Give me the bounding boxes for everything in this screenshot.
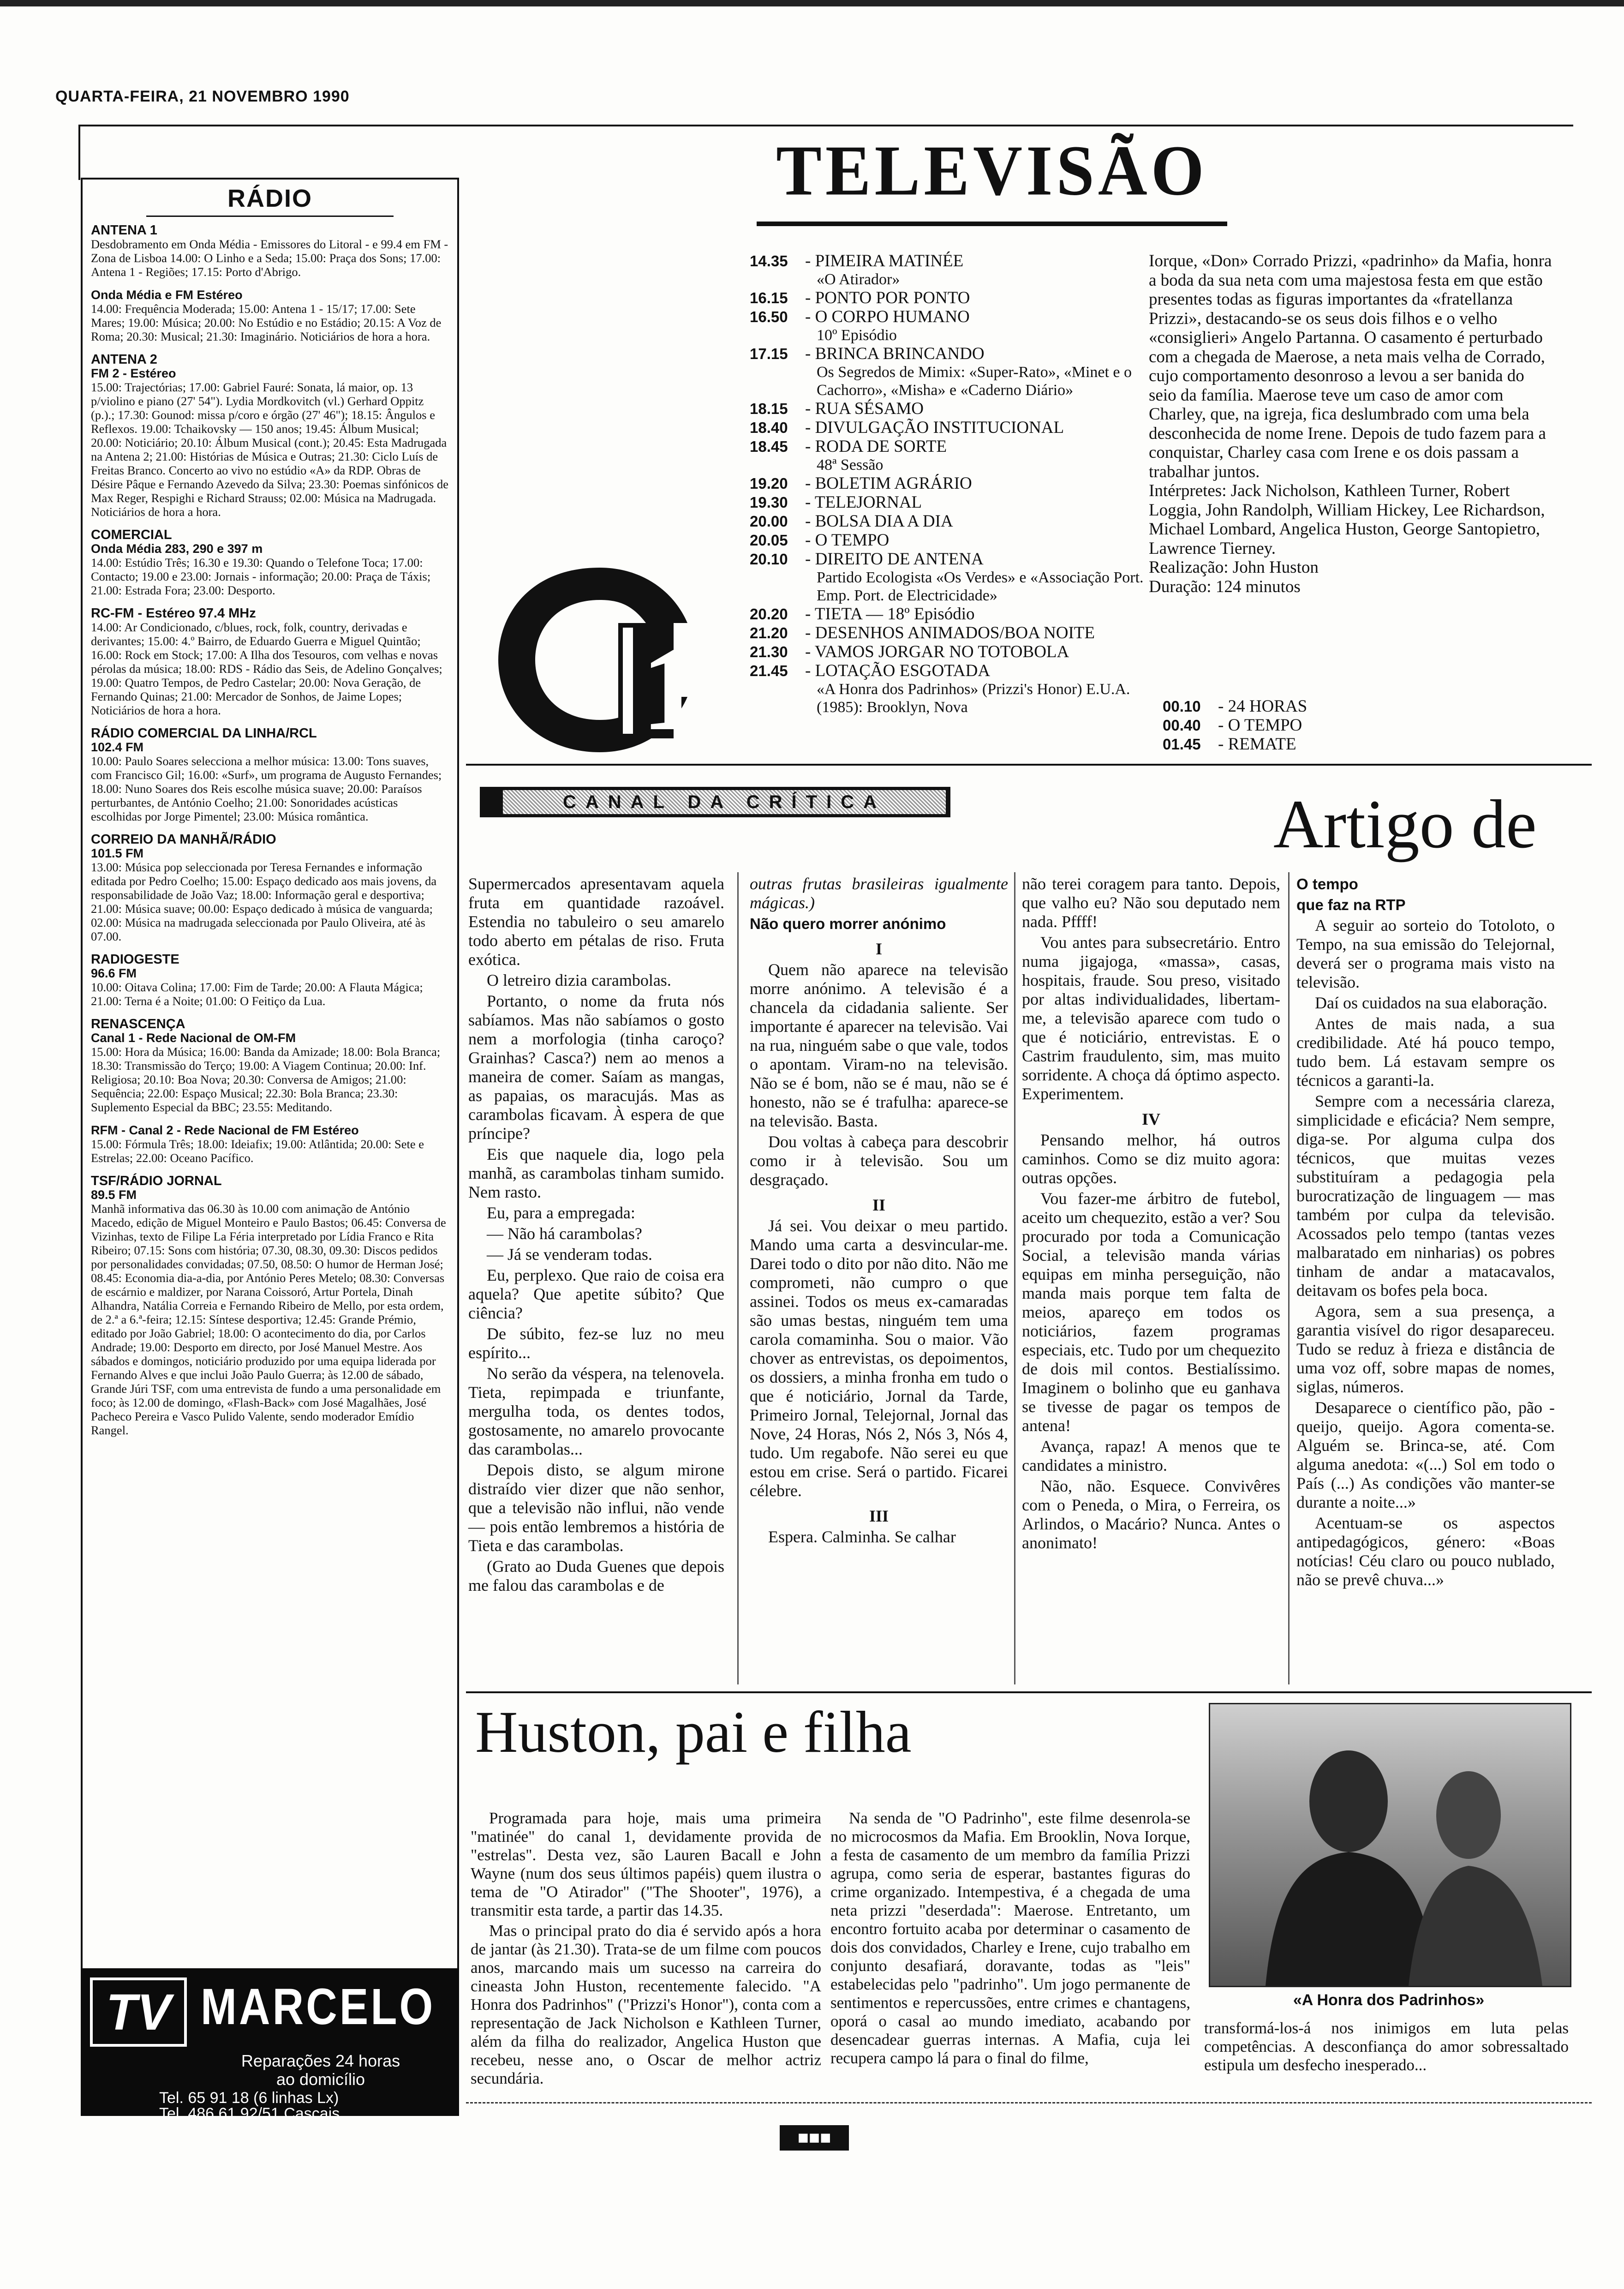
programme-item	[750, 437, 1146, 456]
station-schedule: 14.00: Ar Condicionado, c/blues, rock, folk, country, derivadas e derivantes; 15.00: 4.º Bairro, de Eduardo Guerra e Miguel Quintão; 16.00: Rock em Stock; 17.00: A Ilha dos Tesouros, com velhas e novas pérolas da música; 18.00: RDS - Rádio das Seis, de Adelino Gonçalves; 19.00: Quatro Tempos, de Pedro Castelar; 20.00: Nova Geração, de Fernando Quinas; 21.00: Mercador de Sonhos, de Jaime Lopes; Noticiários de hora a hora.	[91, 620, 442, 717]
programme-item	[750, 399, 1146, 418]
station-name: RADIOGESTE	[91, 952, 179, 967]
programme-time: 18.15	[750, 400, 788, 417]
programme-time: 00.10	[1163, 698, 1201, 715]
ad-phone: Tel. 486 61 92/51 Cascais	[159, 2105, 340, 2122]
station-schedule: Manhã informativa das 06.30 às 10.00 com animação de António Macedo, edição de Miguel Monteiro e Paulo Bastos; 06.45: Conversa de Vizinhas, texto de Filipe La Féria interpretado por Lídia Franco e Rita Ribeiro; 07.15: Sons com história; 07.30, 08.30, 09.30: Discos pedidos por personalidades convidadas; 07.50, 08.50: O humor de Herman José; 08.45: Economia dia-a-dia, por António Peres Metelo; 08.30: Conversas de escárnio e maldizer, por Narana Coissoró, Artur Portela, Dinah Alhandra, Natália Correia e Fernando Ribeiro de Mello, por esta ordem, de 2.ª a 6.ª-feira; 12.15: Síntese desportiva; 12.45: Grande Prémio, editado por João Gabriel; 18.00: O acontecimento do dia, por Carlos Andrade; 19.00: Desporto em directo, por José Manuel Mestre. Aos sábados e domingos, noticiário produzido por uma equipa liderada por Fernando Alves e que inclui João Paulo Guerra; às 12.00 de sábado, Grande Júri TSF, com uma entrevista de fundo a uma personalidade em foco; às 12.00 de domingo, «Flash-Back» com José Magalhães, José Pacheco Pereira e Vasco Pulido Valente, sendo moderador Emídio Rangel.	[91, 1202, 446, 1437]
station-schedule: 13.00: Música pop seleccionada por Teresa Fernandes e informação editada por Pedro Coelho; 15.00: Espaço dedicado aos mais jovens, da responsabilidade de João Vaz; 18.00: Informação geral e desportiva; 21.00: Música suave; 00.00: Espaço dedicado à música de vanguarda; 02.00: Música na madrugada seleccionada por Paulo Oliveira, até às 07.00.	[91, 860, 437, 943]
paragraph: Antes de mais nada, a sua credibilidade. Até há pouco tempo, tudo bem. Lá estavam sempre os técnicos a garanti-la.	[1296, 1014, 1555, 1090]
radio-station	[91, 288, 449, 343]
paragraph: Vou antes para subsecretário. Entro numa jigajoga, «massa», casas, hospitais, fraude. Sou preso, visitado por altas individualidades, libertam-me, a televisão aparece com tudo o que é noticiário, entrevistas. E o Castrim fraudulento, sim, mas muito sorridente. A choça dá óptimo aspecto. Experimentem.	[1022, 933, 1280, 1103]
ad-brand: MARCELO	[201, 1978, 436, 2035]
programme-item	[750, 550, 1146, 569]
paragraph: transformá-los-á nos inimigos em luta pelas competências. A desconfiança do amor sobressaltado estipula um desfecho inesperado...	[1204, 2019, 1569, 2074]
paragraph: Mas o principal prato do dia é servido após a hora de jantar (às 21.30). Trata-se de um filme com poucos anos, marcando mais um sucesso na carreira do cineasta John Huston, recentemente falecido. "A Honra dos Padrinhos" ("Prizzi's Honor"), conta com a representação de Jack Nicholson e Kathleen Turner, além da filha do realizador, Angelica Huston que recebeu, nesse ano, o Oscar de melhor actriz secundária.	[471, 1922, 821, 2087]
programme-item	[750, 642, 1146, 661]
programme-item	[750, 512, 1146, 531]
paragraph: Daí os cuidados na sua elaboração.	[1315, 994, 1547, 1012]
radio-title: RÁDIO	[146, 184, 394, 217]
paragraph: Acentuam-se os aspectos antipedagógicos, género: «Boas notícias! Céu claro ou pouco nublado, não se prevê chuva...»	[1296, 1514, 1555, 1589]
programme-name: - O TEMPO	[1218, 716, 1302, 735]
paragraph: Agora, sem a sua presença, a garantia visível do rigor desapareceu. Tudo se reduz à frieza e distância de uma voz off, sobre mapas de nomes, siglas, números.	[1296, 1302, 1555, 1396]
section-numeral: I	[875, 940, 882, 958]
programme-time: 16.50	[750, 308, 788, 325]
station-name: RÁDIO COMERCIAL DA LINHA/RCL	[91, 726, 317, 741]
paragraph: não terei coragem para tanto. Depois, que valho eu? Não sou deputado nem nada. Pffff!	[1022, 875, 1280, 931]
programme-name: - VAMOS JORGAR NO TOTOBOLA	[805, 642, 1069, 661]
programme-item	[1163, 735, 1486, 754]
programme-detail: 10º Episódio	[817, 327, 897, 344]
critica-band-text: CANAL DA CRÍTICA	[563, 791, 886, 812]
paragraph: A seguir ao sorteio do Totoloto, o Tempo, na sua emissão do Telejornal, deverá ser o programa mais visto na televisão.	[1296, 916, 1555, 991]
huston-column-3	[1204, 2019, 1569, 2076]
tv-programme-list	[750, 252, 1146, 716]
paragraph: Supermercados apresentavam aquela fruta em quantidade razoável. Estendia no tabuleiro o seu amarelo todo aberto em pétalas de riso. Fruta exótica.	[468, 875, 724, 969]
canal1-logo	[489, 558, 710, 761]
section-rule	[466, 1691, 1592, 1693]
programme-name: - BOLETIM AGRÁRIO	[805, 474, 972, 493]
tv-late-list	[1163, 697, 1486, 754]
subheading: Não quero morrer anónimo	[750, 915, 946, 932]
programme-item	[750, 418, 1146, 437]
station-schedule: 15.00: Hora da Música; 16.00: Banda da Amizade; 18.00: Bola Branca; 18.30: Transmissão do Terço; 19.00: A Viagem Continua; 20.00: Inf. Religiosa; 20.10: Boa Nova; 20.30: Conversa de Amigos; 21.00: Sequência; 22.00: Espaço Musical; 22.30: Bola Branca; 23.30: Suplemento Especial da BBC; 23.55: Meditando.	[91, 1045, 441, 1114]
programme-name: - RUA SÉSAMO	[805, 399, 924, 418]
paragraph: Sempre com a necessária clareza, simplicidade e eficácia? Nem sempre, diga-se. Por alguma culpa dos técnicos, que muitas vezes substituíram a pedagogia pela burocratização de linguagem — mas também por culpa da televisão. Acossados pelo tempo (tantas vezes malbaratado em ninharias) os pobres tinham de andar a matacavalos, deitavam os bofes pela boca.	[1296, 1092, 1555, 1300]
programme-time: 01.45	[1163, 736, 1201, 753]
paragraph: Depois disto, se algum mirone distraído vier dizer que não senhor, que a televisão não influi, não vende — pois então lembremos a história de Tieta e das carambolas.	[468, 1461, 724, 1555]
programme-time: 17.15	[750, 345, 788, 362]
programme-name: - DIREITO DE ANTENA	[805, 550, 984, 569]
ad-line: Reparações 24 horas	[241, 2051, 400, 2070]
programme-time: 00.40	[1163, 717, 1201, 734]
tv-marcelo-advert	[81, 1968, 459, 2122]
critica-column-3	[1022, 875, 1280, 1554]
programme-name: - TIETA — 18º Episódio	[805, 605, 975, 623]
station-name: CORREIO DA MANHÃ/RÁDIO	[91, 832, 276, 847]
section-numeral: II	[872, 1196, 886, 1214]
paragraph: Pensando melhor, há outros caminhos. Como se diz muito agora: outras opções.	[1022, 1131, 1280, 1187]
station-schedule: Desdobramento em Onda Média - Emissores do Litoral - e 99.4 em FM - Zona de Lisboa 14.00: O Linho e a Seda; 15.00: Praça dos Sons; 17.00: Antena 1 - Regiões; 17.15: Porto d'Abrigo.	[91, 237, 448, 279]
programme-name: - DESENHOS ANIMADOS/BOA NOITE	[805, 623, 1095, 642]
radio-station	[91, 1174, 449, 1437]
programme-detail: 48ª Sessão	[817, 456, 884, 473]
paragraph: — Já se venderam todas.	[487, 1245, 652, 1264]
programme-detail: «A Honra dos Padrinhos» (Prizzi's Honor) E.U.A. (1985): Brooklyn, Nova	[817, 681, 1130, 716]
programme-time: 16.15	[750, 289, 788, 306]
paragraph: Eu, perplexo. Que raio de coisa era aquela? Que apetite súbito? Que ciência?	[468, 1266, 724, 1322]
programme-time: 18.40	[750, 419, 788, 436]
column-continuation: outras frutas brasileiras igualmente mágicas.)	[750, 875, 1008, 912]
programme-time: 19.20	[750, 475, 788, 492]
paragraph: Já sei. Vou deixar o meu partido. Mando uma carta a desvincular-me. Darei todo o dito por não dito. Não me comprometi, não cumpro o que assinei. Todos os meus ex-camaradas são umas bestas, ninguém tem uma carola comaminha. Sou o maior. Vão chover as entrevistas, os depoimentos, os dossiers, a minha fronha em tudo o que é noticiário, Jornal da Tarde, Primeiro Jornal, Telejornal, Jornal das Nove, 24 Horas, Nós 2, Nós 3, Nós 4, tudo. Um regabofe. Não serei eu que estou em crise. Será o partido. Ficarei célebre.	[750, 1216, 1008, 1500]
subheading: que faz na RTP	[1296, 896, 1406, 913]
paragraph: Eis que naquele dia, logo pela manhã, as carambolas tinham sumido. Nem rasto.	[468, 1145, 724, 1201]
subheading: O tempo	[1296, 875, 1358, 893]
programme-time: 20.10	[750, 551, 788, 568]
programme-name: - RODA DE SORTE	[805, 437, 947, 456]
programme-time: 20.20	[750, 605, 788, 623]
station-frequency: 89.5 FM	[91, 1188, 137, 1202]
programme-time: 18.45	[750, 438, 788, 455]
station-frequency: 96.6 FM	[91, 966, 137, 980]
radio-station	[91, 953, 449, 1008]
station-frequency: RFM - Canal 2 - Rede Nacional de FM Estéreo	[91, 1123, 359, 1137]
programme-time: 20.05	[750, 532, 788, 549]
film-synopsis: Iorque, «Don» Corrado Prizzi, «padrinho» da Mafia, honra a boda da sua neta com uma majestosa festa em que estão presentes todas as figuras importantes da «fratellanza Prizzi», destacando-se os seus dois filhos e o velho «consiglieri» Angelo Partanna. O casamento é perturbado com a chegada de Maerose, a neta mais velha de Corrado, cujo comportamento desonroso a levou a ser banida do seio da família. Maerose teve um caso de amor com Charley, que, na igreja, fica deslumbrado com uma bela desconhecida de nome Irene. Depois de tudo fazem para a conquistar, Charley casa com Irene e os dois passam a trabalhar juntos.	[1149, 252, 1552, 481]
station-name: ANTENA 1	[91, 223, 157, 238]
station-schedule: 14.00: Estúdio Três; 16.30 e 19.30: Quando o Telefone Toca; 17.00: Contacto; 19.00 e 23.00: Jornais - informação; 20.00: Praça de Táxis; 21.00: Estrada Fora; 23.00: Desporto.	[91, 556, 431, 597]
station-schedule: 15.00: Trajectórias; 17.00: Gabriel Fauré: Sonata, lá maior, op. 13 p/violino e piano (27' 54"). Lydia Mordkovitch (vl.) Gerhard Oppitz (p.).; 17.30: Gounod: missa p/coro e órgão (27' 46"); 18.15: Ângulos e Reflexos. 19.00: Tchaikovsky — 150 anos; 19.45: Álbum Musical; 20.00: Noticiário; 20.10: Álbum Musical (cont.); 20.45: Esta Madrugada na Antena 2; 21.00: Histórias de Música e Outras; 21.30: Ciclo Luís de Freitas Branco. Concerto ao vivo no estúdio «A» da RDP. Obras de Désire Pâque e Fernando Azevedo da Silva; 23.30: Poemas sinfónicos de Max Reger, Respighi e Richard Strauss; 02.00: Música na Madrugada. Noticiários de hora a hora.	[91, 380, 448, 519]
paragraph: Vou fazer-me árbitro de futebol, aceito um chequezito, estão a ver? Sou procurado por toda a Comunicação Social, a televisão manda várias equipas em minha perseguição, não manda mais porque tem falta de meios, apareço em todos os noticiários, fazem programas especiais, etc. Tudo por um chequezito de dois mil contos. Bestialíssimo. Imaginem o bolinho que eu ganhava se tivesse de pagar os tempos de antena!	[1022, 1189, 1280, 1435]
station-name: ANTENA 2	[91, 352, 157, 367]
critica-band-label	[503, 790, 946, 814]
paragraph: No serão da véspera, na telenovela. Tieta, repimpada e triunfante, mergulha toda, os dentes todos, gostosamente, no amarelo provocante das carambolas...	[468, 1364, 724, 1458]
programme-time: 14.35	[750, 252, 788, 270]
programme-name: - BRINCA BRINCANDO	[805, 344, 985, 363]
radio-station-list	[91, 223, 449, 1437]
programme-name: - DIVULGAÇÃO INSTITUCIONAL	[805, 418, 1064, 437]
critica-square	[485, 789, 499, 815]
ad-phone: Tel. 65 91 18 (6 linhas Lx)	[159, 2089, 339, 2107]
paragraph: De súbito, fez-se luz no meu espírito...	[468, 1324, 724, 1362]
station-name: TSF/RÁDIO JORNAL	[91, 1174, 222, 1188]
column-body	[750, 1216, 1008, 1500]
dateline: QUARTA-FEIRA, 21 NOVEMBRO 1990	[55, 88, 350, 105]
paragraph: Dou voltas à cabeça para descobrir como ir à televisão. Sou um desgraçado.	[750, 1133, 1008, 1189]
huston-column-1	[471, 1809, 821, 2090]
programme-name: - O CORPO HUMANO	[805, 307, 970, 326]
column-body	[1022, 875, 1280, 1103]
radio-station	[91, 726, 449, 823]
paragraph: O letreiro dizia carambolas.	[487, 971, 671, 989]
section-numeral: III	[869, 1507, 889, 1525]
programme-item	[750, 623, 1146, 642]
station-schedule: 10.00: Oitava Colina; 17.00: Fim de Tarde; 20.00: A Flauta Mágica; 21.00: Terna é a Noite; 01.00: O Feitiço da Lua.	[91, 980, 423, 1008]
programme-item	[750, 252, 1146, 270]
footer-logo: ■■■	[780, 2125, 849, 2151]
television-rule	[757, 222, 1227, 226]
column-body	[750, 960, 1008, 1189]
programme-time: 21.20	[750, 624, 788, 641]
film-photo	[1209, 1703, 1571, 1987]
station-name: RC-FM - Estéreo 97.4 MHz	[91, 606, 256, 621]
column-rule	[1014, 872, 1015, 1684]
paragraph: Avança, rapaz! A menos que te candidates a ministro.	[1022, 1437, 1280, 1474]
station-frequency: Onda Média 283, 290 e 397 m	[91, 542, 263, 556]
column-body	[1296, 916, 1555, 1589]
programme-detail: Os Segredos de Mimix: «Super-Rato», «Minet e o Cachorro», «Misha» e «Caderno Diário»	[817, 364, 1132, 399]
radio-station	[91, 833, 449, 943]
paragraph: Espera. Calminha. Se calhar	[768, 1528, 956, 1546]
column-rule	[1288, 872, 1290, 1684]
programme-detail: «O Atirador»	[817, 271, 900, 288]
programme-item	[750, 288, 1146, 307]
critica-column-2	[750, 875, 1008, 1548]
ad-tv-logo: TV	[90, 1977, 187, 2047]
paragraph: Desaparece o científico pão, pão - queijo, queijo. Agora comenta-se. Alguém se. Brinca-se, até. Com alguma anedota: «(...) Sol em todo o País (...) As condições vão manter-se durante a noite...»	[1296, 1398, 1555, 1511]
critica-column-4	[1296, 875, 1555, 1591]
paragraph: Não, não. Esquece. Convivêres com o Peneda, o Mira, o Ferreira, os Arlindos, o Macário? Nunca. Antes o anonimato!	[1022, 1477, 1280, 1552]
critica-column-1	[468, 875, 724, 1597]
programme-item	[750, 344, 1146, 363]
photo-silhouettes	[1210, 1704, 1570, 1986]
station-schedule: 14.00: Frequência Moderada; 15.00: Antena 1 - 15/17; 17.00: Sete Mares; 19.00: Música; 20.00: No Estúdio e no Estádio; 20.15: A Voz de Roma; 20.30: Musical; 21.30: Imaginário. Noticiários de hora a hora.	[91, 302, 442, 343]
television-title: TELEVISÃO	[776, 131, 1208, 211]
station-frequency: FM 2 - Estéreo	[91, 366, 176, 380]
programme-name: - BOLSA DIA A DIA	[805, 512, 953, 531]
station-name: COMERCIAL	[91, 527, 172, 542]
film-cast: Intérpretes: Jack Nicholson, Kathleen Turner, Robert Loggia, John Randolph, William Hickey, Lee Richardson, Michael Lombard, Angelica Huston, George Santopietro, Lawrence Tierney.	[1149, 481, 1545, 558]
radio-station	[91, 528, 449, 597]
programme-name: - 24 HORAS	[1218, 697, 1308, 716]
radio-station	[91, 1017, 449, 1114]
artigo-title: Artigo de	[1273, 786, 1537, 863]
paragraph: Programada para hoje, mais uma primeira "matinée" do canal 1, devidamente provida de "estrelas". Desta vez, são Lauren Bacall e John Wayne (num dos seus últimos papéis) quem ilustra o tema de "O Atirador" ("The Shooter", 1976), a transmitir esta tarde, a partir das 14.35.	[471, 1809, 821, 1919]
column-rule	[737, 872, 739, 1684]
programme-item	[1163, 697, 1486, 716]
section-numeral: IV	[1141, 1110, 1160, 1128]
programme-item	[1163, 716, 1486, 735]
radio-station	[91, 1123, 449, 1165]
paragraph: Portanto, o nome da fruta nós sabíamos. Mas não sabíamos o gosto nem a morfologia (tinha caroço? Grainhas? Casca?) nem ao menos a maneira de comer. Saíam as mangas, as papaias, os maracujás. Mas as carambolas ficavam. À espera de que príncipe?	[468, 992, 724, 1143]
frame-rule-left	[78, 125, 80, 180]
paragraph: Na senda de "O Padrinho", este filme desenrola-se no microcosmos da Mafia. Em Brooklin, Nova Iorque, a festa de casamento de um membro da família Prizzi agrupa, como seria de esperar, bastantes figuras do crime organizado. Intempestiva, é a chegada de uma neta prizzi "deserdada": Maerose. Entretanto, um encontro fortuito acaba por determinar o casamento de dois dos convidados, Charley e Irene, cujo trabalho em conjunto desafiará, doravante, todas as "leis" estabelecidas pelo "padrinho". Um jogo permanente de sentimentos e repercussões, entre crimes e chantagens, oporá o casal ao mundo imediato, acabando por desencadear guerras internas. A Mafia, cuja lei recupera campo lá para o final do filme,	[830, 1809, 1190, 2067]
paragraph: (Grato ao Duda Guenes que depois me falou das carambolas e de	[468, 1557, 724, 1594]
frame-rule	[78, 125, 1573, 126]
station-schedule: 15.00: Fórmula Três; 18.00: Ideiafix; 19.00: Atlântida; 20.00: Sete e Estrelas; 22.00: Oceano Pacífico.	[91, 1137, 424, 1165]
section-rule	[466, 764, 1592, 766]
station-frequency: 101.5 FM	[91, 846, 144, 860]
programme-time: 21.45	[750, 662, 788, 679]
huston-column-2	[830, 1809, 1190, 2069]
programme-item	[750, 493, 1146, 512]
paragraph: — Não há carambolas?	[487, 1224, 642, 1243]
station-frequency: 102.4 FM	[91, 740, 144, 754]
radio-station	[91, 223, 449, 279]
programme-name: - REMATE	[1218, 735, 1296, 754]
film-description	[1149, 252, 1555, 596]
programme-item	[750, 531, 1146, 550]
station-name: RENASCENÇA	[91, 1017, 185, 1031]
section-rule-dashed	[466, 2102, 1592, 2105]
top-border	[0, 0, 1624, 6]
radio-section	[81, 178, 459, 1991]
programme-name: - PIMEIRA MATINÉE	[805, 252, 964, 270]
programme-time: 20.00	[750, 513, 788, 530]
programme-name: - PONTO POR PONTO	[805, 288, 970, 307]
programme-name: - TELEJORNAL	[805, 493, 922, 512]
film-director: Realização: John Huston	[1149, 558, 1319, 577]
station-schedule: 10.00: Paulo Soares selecciona a melhor música: 13.00: Tons suaves, com Francisco Gil; 16.00: «Surf», um programa de Augusto Fernandes; 18.00: Nuno Soares dos Reis escolhe música suave; 20.00: Paraísos perturbantes, de António Coelho; 21.00: Sonoridades acústicas escolhidas por Jorge Pimentel; 23.00: Música romântica.	[91, 754, 442, 823]
column-body	[1022, 1131, 1280, 1552]
paragraph: Eu, para a empregada:	[487, 1204, 635, 1222]
programme-time: 19.30	[750, 494, 788, 511]
paragraph: Quem não aparece na televisão morre anónimo. A televisão é a chancela da cidadania saliente. Ser importante é aparecer na televisão. Vai na rua, ninguém sabe o que vale, todos o apontam. Viram-no na televisão. Não se é bom, não se é mau, não se é honesto, não se é trafulha: aparece-se na televisão. Basta.	[750, 960, 1008, 1130]
station-frequency: Onda Média e FM Estéreo	[91, 288, 243, 302]
programme-time: 21.30	[750, 643, 788, 660]
programme-name: - LOTAÇÃO ESGOTADA	[805, 661, 991, 680]
programme-detail: Partido Ecologista «Os Verdes» e «Associação Port. Emp. Port. de Electricidade»	[817, 569, 1144, 604]
programme-item	[750, 307, 1146, 326]
programme-item	[750, 474, 1146, 493]
ad-line: ao domicílio	[276, 2070, 365, 2089]
programme-name: - O TEMPO	[805, 531, 890, 550]
film-duration: Duração: 124 minutos	[1149, 577, 1301, 596]
radio-station	[91, 353, 449, 519]
programme-item	[750, 605, 1146, 623]
radio-station	[91, 606, 449, 717]
station-frequency: Canal 1 - Rede Nacional de OM-FM	[91, 1031, 296, 1045]
programme-item	[750, 661, 1146, 680]
logo-number: 1	[641, 623, 701, 755]
huston-headline: Huston, pai e filha	[475, 1699, 912, 1765]
photo-caption: «A Honra dos Padrinhos»	[1293, 1991, 1485, 2009]
